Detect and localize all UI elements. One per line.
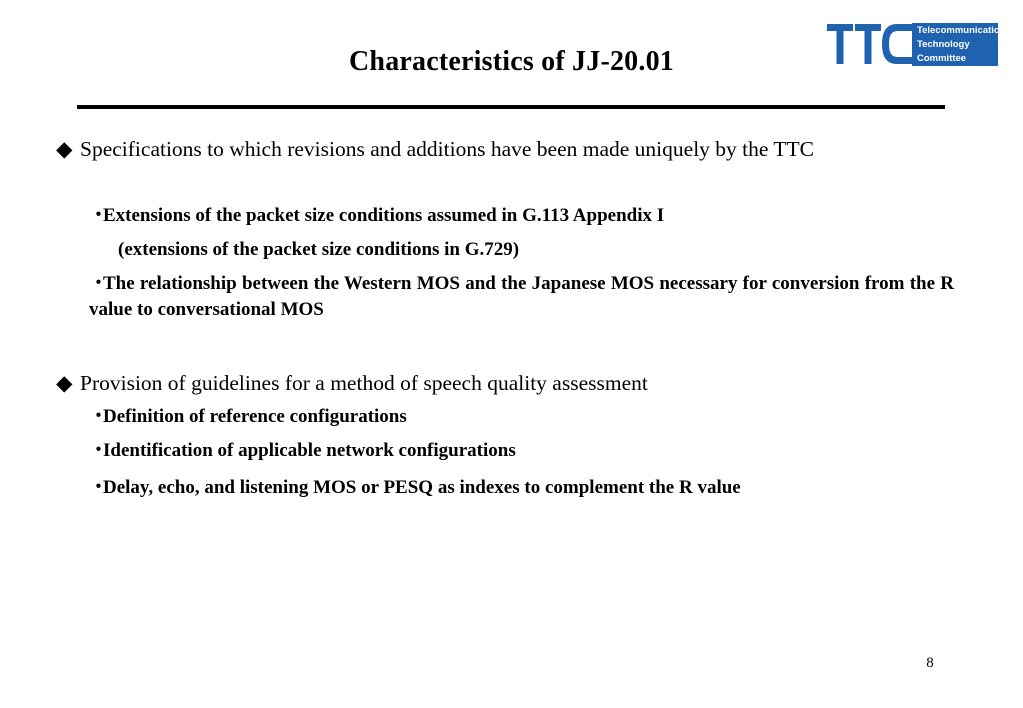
dot-bullet-icon: ・ bbox=[89, 406, 109, 427]
section-2-item-3 bbox=[89, 475, 741, 501]
logo-line-2: Technology bbox=[917, 39, 970, 50]
section-2-heading-text: Provision of guidelines for a method of speech quality assessment bbox=[80, 371, 648, 395]
section-2-item-2 bbox=[89, 438, 516, 464]
section-1-item-1-continuation: (extensions of the packet size conditions in G.729) bbox=[118, 239, 520, 260]
logo-line-1: Telecommunication bbox=[917, 25, 1006, 36]
dot-bullet-icon: ・ bbox=[89, 440, 109, 461]
section-1-item-2-text: The relationship between the Western MOS and the Japanese MOS necessary for conversion from the R value to conversational MOS bbox=[89, 273, 954, 320]
section-2-item-1 bbox=[89, 404, 407, 430]
section-2-item-3-text: Delay, echo, and listening MOS or PESQ as indexes to complement the R value bbox=[103, 477, 741, 498]
section-1-heading bbox=[56, 134, 988, 165]
section-2-item-2-text: Identification of applicable network configurations bbox=[103, 440, 516, 461]
logo-line-3: Committee bbox=[917, 53, 967, 64]
slide-title: Characteristics of JJ-20.01 bbox=[349, 46, 674, 77]
section-1-item-1 bbox=[89, 203, 664, 229]
ttc-logo-letters-icon bbox=[827, 22, 917, 66]
dot-bullet-icon: ・ bbox=[89, 205, 109, 226]
diamond-bullet-icon: ◆ bbox=[56, 137, 73, 161]
ttc-logo bbox=[827, 22, 1006, 66]
section-2-item-1-text: Definition of reference configurations bbox=[103, 406, 407, 427]
dot-bullet-icon: ・ bbox=[89, 273, 109, 294]
section-1-heading-text: Specifications to which revisions and additions have been made uniquely by the TTC bbox=[80, 137, 815, 161]
dot-bullet-icon: ・ bbox=[89, 477, 109, 498]
section-1-item-1-text: Extensions of the packet size conditions assumed in G.113 Appendix I bbox=[103, 205, 665, 226]
diamond-bullet-icon: ◆ bbox=[56, 371, 73, 395]
title-underline bbox=[77, 105, 945, 109]
page-number: 8 bbox=[926, 655, 934, 671]
section-1-item-2 bbox=[89, 271, 954, 323]
section-2-heading bbox=[56, 368, 988, 399]
